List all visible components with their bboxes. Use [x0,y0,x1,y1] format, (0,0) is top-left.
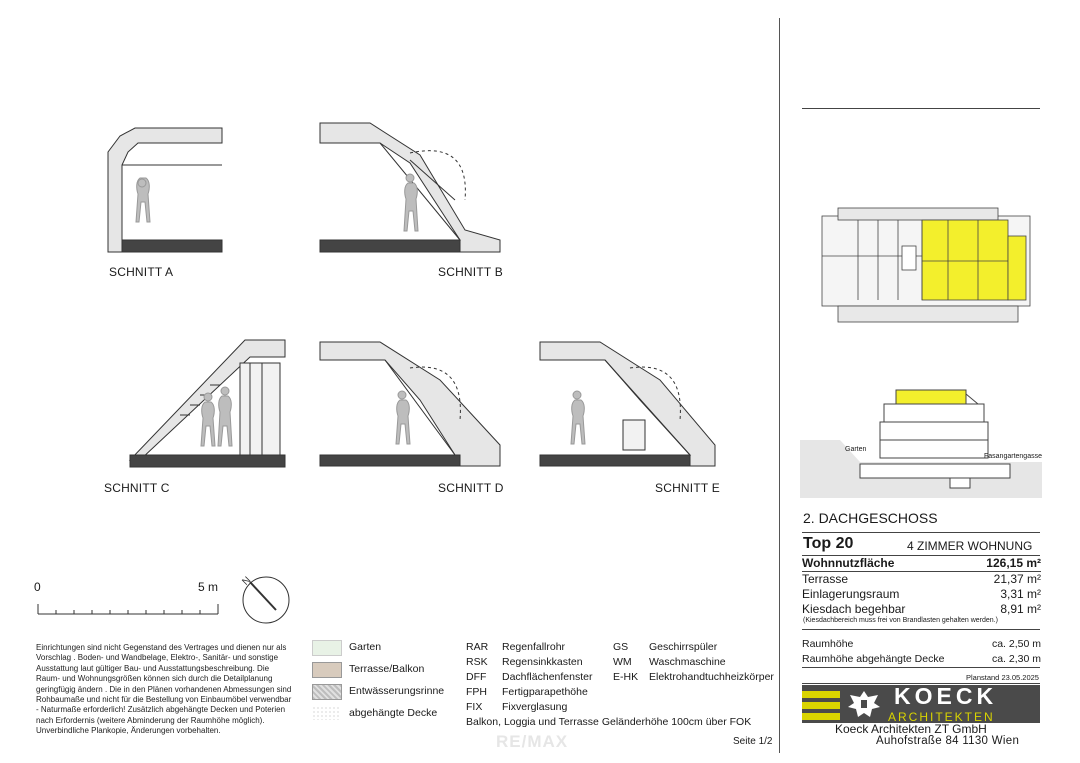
abbr-code: DFF [466,671,487,683]
scale-bar [30,570,310,630]
elevation-label-garten: Garten [845,446,867,453]
railing-note: Balkon, Loggia und Terrasse Geländerhöhe 100cm über FOK [466,716,752,728]
abbr-text: Fertigparapethöhe [502,686,588,698]
key-elevation [800,380,1042,500]
section-drawings [0,0,780,520]
abbr-text: Geschirrspüler [649,641,718,653]
area-row [802,572,1041,587]
abbr-text: Waschmaschine [649,656,726,668]
abbr-code: FPH [466,686,487,698]
logo-stripe [802,713,840,720]
section-e-drawing [540,342,715,466]
logo-subtext: ARCHITEKTEN [888,710,995,724]
section-c-label: SCHNITT C [104,481,170,495]
area-row [802,602,1041,617]
area-table [802,556,1041,617]
logo-stripe [802,702,840,709]
area-row [802,587,1041,602]
height-row [802,637,1041,652]
elevation-label-street: Fasangartengasse [984,453,1042,460]
legend-swatch-decke [312,706,340,720]
area-label: Einlagerungsraum [802,587,900,601]
section-d-label: SCHNITT D [438,481,504,495]
area-label: Terrasse [802,572,849,586]
unit-number: Top 20 [803,535,854,552]
firm-name: Koeck Architekten ZT GmbH [835,722,987,736]
legend-swatch-terrasse [312,662,342,678]
area-row [802,556,1041,571]
abbr-code: FIX [466,701,483,713]
top-rule [802,108,1040,109]
height-label: Raumhöhe [802,638,854,650]
scale-start: 0 [34,580,41,594]
page-number: Seite 1/2 [733,736,773,747]
height-row [802,652,1041,667]
area-value: 126,15 m² [986,556,1041,570]
section-c-drawing [130,340,285,467]
abbr-code: E-HK [613,671,639,683]
kies-note: (Kiesdachbereich muss frei von Brandlasten gehalten werden.) [803,617,998,624]
vertical-divider [779,18,780,753]
abbr-text: Regenfallrohr [502,641,566,653]
legend-swatch-garten [312,640,342,656]
key-floorplan [818,206,1034,326]
section-b-drawing [320,123,500,252]
rule [802,532,1040,533]
eagle-emblem-icon [844,687,884,721]
abbr-text: Fixverglasung [502,701,568,713]
legal-notes: Einrichtungen sind nicht Gegenstand des Vertrages und dienen nur als Vorschlag . Boden- und Wandbelage, Elektro-, Sanitär- und sonstige Ausstattung laut gültiger Bau- und Ausstattungsbeschreibung. Die Raum- und Wohnungsgrößen können sich durch die Detailplanung geringfügig ändern . Die in den Plänen vorhandenen Abmessungen sind Rohbaumaße und nicht für die Bestellung von Einbaumöbel verwendbar - Naturmaße erforderlich! Zusätzlich abgehängte Decken und Poterien nach Erfordernis (weitere Abminderung der Raumhöhe möglich). Unverbindliche Plankopie, Änderungen vorbehalten. [36,643,292,736]
height-label: Raumhöhe abgehängte Decke [802,653,945,665]
rule [802,629,1040,630]
unit-type: 4 ZIMMER WOHNUNG [907,539,1033,553]
planstand: Planstand 23.05.2025 [966,673,1039,682]
legend-label-3: abgehängte Decke [349,707,438,719]
area-label: Wohnnutzfläche [802,556,895,570]
abbreviations-col2 [613,640,774,685]
abbr-code: RSK [466,656,488,668]
area-value: 21,37 m² [993,572,1041,586]
abbr-text: Regensinkkasten [502,656,583,668]
section-d-drawing [320,342,500,466]
abbr-text: Dachflächenfenster [502,671,593,683]
logo-text: KOECK [894,683,998,709]
section-a-label: SCHNITT A [109,265,174,279]
abbr-text: Elektrohandtuchheizkörper [649,671,774,683]
legend-swatch-rinne [312,684,342,700]
section-e-label: SCHNITT E [655,481,720,495]
abbreviations-col1 [466,640,592,715]
area-value: 8,91 m² [1000,602,1041,616]
height-value: ca. 2,50 m [991,638,1041,650]
abbr-code: WM [613,656,632,668]
abbr-code: RAR [466,641,489,653]
watermark: RE/MAX [496,732,569,751]
abbr-code: GS [613,641,629,653]
height-value: ca. 2,30 m [991,653,1041,665]
legend-label-0: Garten [349,641,382,653]
scale-end: 5 m [198,580,219,594]
area-label: Kiesdach begehbar [802,602,906,616]
section-a-drawing [108,128,222,252]
legend-label-2: Entwässerungsrinne [349,685,445,697]
floor-title: 2. DACHGESCHOSS [803,510,938,526]
firm-address: Auhofstraße 84 1130 Wien [876,735,1020,747]
logo-stripe [802,691,840,698]
firm-logo [802,685,1040,723]
legend-label-1: Terrasse/Balkon [349,663,425,675]
area-value: 3,31 m² [1000,587,1041,601]
legend [312,640,462,730]
section-b-label: SCHNITT B [438,265,503,279]
rule [802,667,1040,668]
svg-text:N: N [240,574,254,588]
height-table [802,637,1041,667]
